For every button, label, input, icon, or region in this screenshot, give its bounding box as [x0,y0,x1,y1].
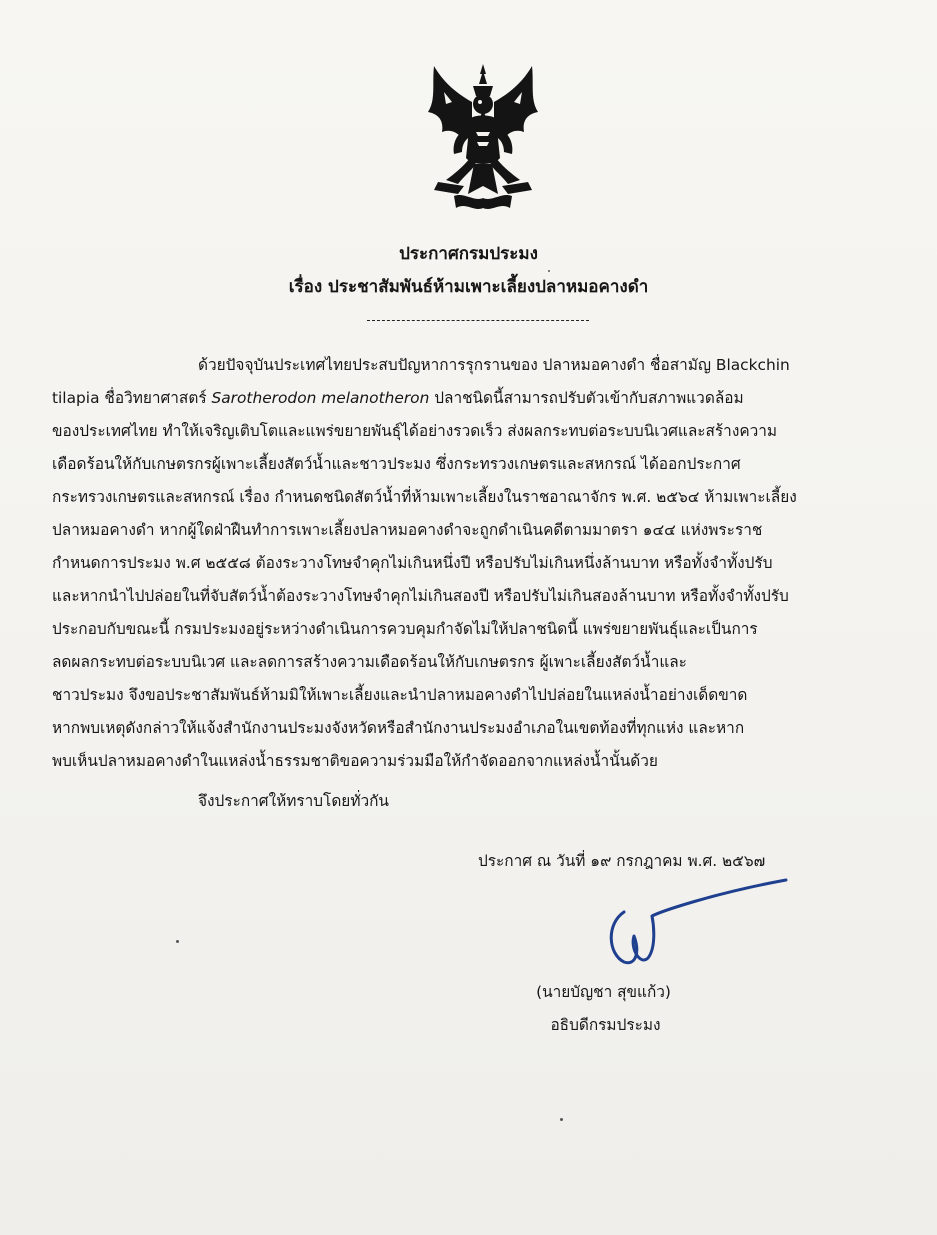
body-line: ประกอบกับขณะนี้ กรมประมงอยู่ระหว่างดำเนินการควบคุมกำจัดไม่ให้ปลาชนิดนี้ แพร่ขยายพันธุ์และเป็นการ [52,620,758,638]
body-line: พบเห็นปลาหมอคางดำในแหล่งน้ำธรรมชาติขอความร่วมมือให้กำจัดออกจากแหล่งน้ำนั้นด้วย [52,752,658,770]
body-line: หากพบเหตุดังกล่าวให้แจ้งสำนักงานประมงจังหวัดหรือสำนักงานประมงอำเภอในเขตท้องที่ทุกแห่ง และหาก [52,719,745,737]
body-line: ปลาหมอคางดำ หากผู้ใดฝ่าฝืนทำการเพาะเลี้ยงปลาหมอคางดำจะถูกดำเนินคดีตามมาตรา ๑๔๔ แห่งพระราช [52,521,763,539]
paper-speck [548,270,550,272]
announcement-body [52,349,904,778]
handwritten-signature-icon [590,872,790,972]
body-line: ของประเทศไทย ทำให้เจริญเติบโตและแพร่ขยายพันธุ์ได้อย่างรวดเร็ว ส่งผลกระทบต่อระบบนิเวศและสร้างความ [52,422,778,440]
signer-position: อธิบดีกรมประมง [550,1016,661,1034]
body-line: และหากนำไปปล่อยในที่จับสัตว์น้ำต้องระวางโทษจำคุกไม่เกินสองปี หรือปรับไม่เกินสองล้านบาท หรือทั้งจำทั้งปรับ [52,587,789,605]
closing-statement: จึงประกาศให้ทราบโดยทั่วกัน [198,792,389,810]
body-line: กระทรวงเกษตรและสหกรณ์ เรื่อง กำหนดชนิดสัตว์น้ำที่ห้ามเพาะเลี้ยงในราชอาณาจักร พ.ศ. ๒๕๖๔ ห้ามเพาะเลี้ยง [52,488,797,506]
announcement-header [0,238,937,304]
body-line: ลดผลกระทบต่อระบบนิเวศ และลดการสร้างความเดือดร้อนให้กับเกษตรกร ผู้เพาะเลี้ยงสัตว์น้ำและ [52,653,687,671]
announcement-title: ประกาศกรมประมง [399,244,538,264]
garuda-emblem-icon [424,62,542,214]
body-line: ด้วยปัจจุบันประเทศไทยประสบปัญหาการรุกรานของ ปลาหมอคางดำ ชื่อสามัญ Blackchin [198,356,790,374]
paper-speck [560,1118,563,1121]
paper-speck [176,940,179,943]
scientific-name: Sarotherodon melanotheron [211,389,430,407]
title-divider [367,320,589,321]
announcement-date: ประกาศ ณ วันที่ ๑๙ กรกฎาคม พ.ศ. ๒๕๖๗ [478,852,766,870]
body-line: เดือดร้อนให้กับเกษตรกรผู้เพาะเลี้ยงสัตว์น้ำและชาวประมง ซึ่งกระทรวงเกษตรและสหกรณ์ ได้ออกประกาศ [52,455,741,473]
signer-name: (นายบัญชา สุขแก้ว) [536,983,671,1001]
body-line: ชาวประมง จึงขอประชาสัมพันธ์ห้ามมิให้เพาะเลี้ยงและนำปลาหมอคางดำไปปล่อยในแหล่งน้ำอย่างเด็ดขาด [52,686,748,704]
body-line-text: tilapia ชื่อวิทยาศาสตร์ [52,389,212,407]
body-line-text: ปลาชนิดนี้สามารถปรับตัวเข้ากับสภาพแวดล้อม [429,389,744,407]
announcement-subject: เรื่อง ประชาสัมพันธ์ห้ามเพาะเลี้ยงปลาหมอคางดำ [288,277,649,297]
body-line: กำหนดการประมง พ.ศ ๒๕๕๘ ต้องระวางโทษจำคุกไม่เกินหนึ่งปี หรือปรับไม่เกินหนึ่งล้านบาท หรือทั้งจำทั้งปรับ [52,554,773,572]
body-line [52,382,904,415]
